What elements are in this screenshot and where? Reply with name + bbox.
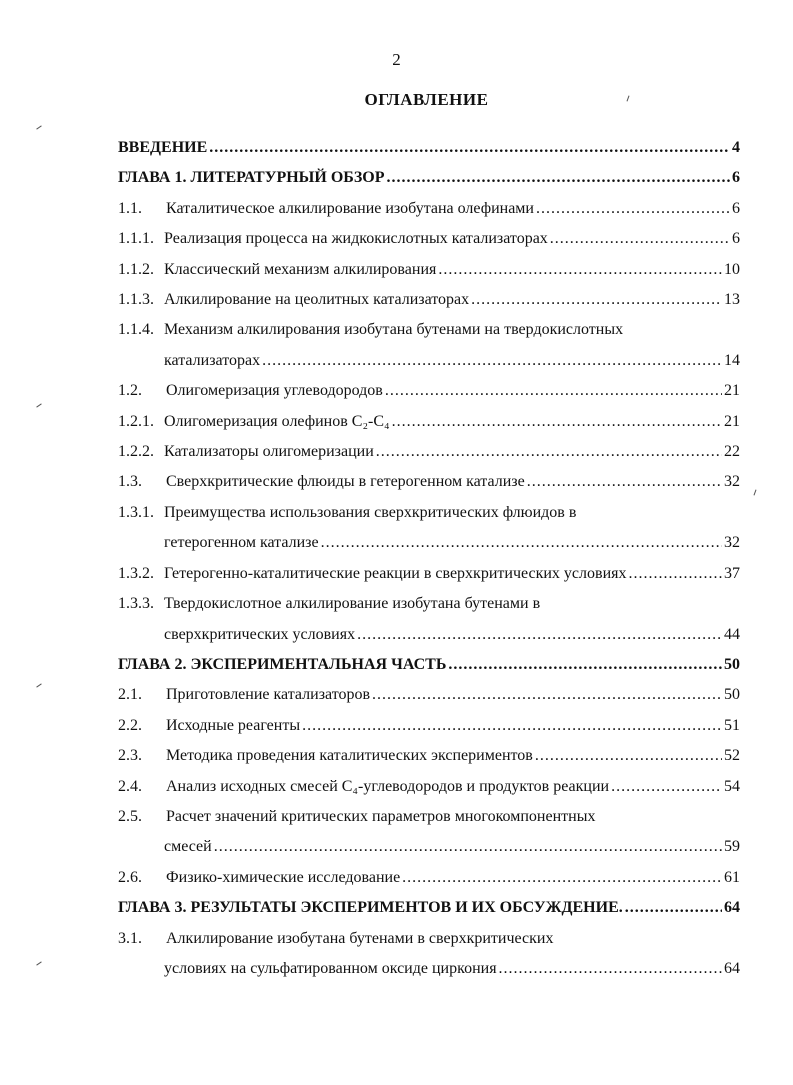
toc-entry-title: Расчет значений критических параметров многокомпонентных [166,807,596,825]
toc-entry-title: Гетерогенно-каталитические реакции в сверхкритических условиях [164,564,627,582]
toc-entry [118,224,740,254]
toc-entry-number: 1.3.1. [118,503,154,521]
toc-entry [118,467,740,497]
toc-entry-page: 51 [724,716,740,734]
toc-entry-title-continued: катализаторах [164,351,261,369]
toc-leader-dots [209,133,730,163]
toc-entry-title-continued: условиях на сульфатированном оксиде циркония [164,959,497,977]
toc-leader-dots [387,163,730,193]
toc-entry-number: 1.3. [118,473,142,491]
toc-entry-number: 3.1. [118,929,142,947]
toc-leader-dots [535,741,722,771]
toc-entry [118,437,740,467]
toc-entry [118,924,740,954]
toc-entry-page: 52 [724,747,740,765]
toc-entry-title: Твердокислотное алкилирование изобутана бутенами в [164,595,541,613]
toc-entry-number: 1.3.2. [118,564,154,582]
toc-leader-dots [628,559,722,589]
toc-entry-page: 50 [724,655,740,673]
toc-entry-number: 2.2. [118,716,142,734]
toc-leader-dots [214,832,722,862]
toc-leader-dots [321,528,722,558]
toc-entry [118,255,740,285]
toc-chapter-entry [118,650,740,680]
toc-leader-dots [625,893,722,923]
toc-entry-continuation [118,620,740,650]
toc-entry [118,589,740,619]
toc-leader-dots [302,711,722,741]
toc-chapter-entry [118,133,740,163]
toc-entry-number: 2.6. [118,868,142,886]
toc-leader-dots [499,954,722,984]
toc-entry-page: 59 [724,838,740,856]
toc-entry [118,741,740,771]
toc-leader-dots [471,285,722,315]
toc-entry-continuation [118,528,740,558]
toc-entry-number: 1.1.1. [118,230,154,248]
toc-entry-title: ГЛАВА 3. РЕЗУЛЬТАТЫ ЭКСПЕРИМЕНТОВ И ИХ ОБСУЖДЕНИЕ. [118,899,623,917]
toc-entry-page: 50 [724,686,740,704]
toc-entry-number: 1.1.3. [118,291,154,309]
toc-entry [118,194,740,224]
toc-leader-dots [448,650,722,680]
toc-leader-dots [385,376,722,406]
toc-entry-page: 14 [724,351,740,369]
toc-leader-dots [611,772,722,802]
toc-entry-page: 6 [732,230,740,248]
toc-leader-dots [392,407,722,437]
toc-entry-title-continued: гетерогенном катализе [164,534,319,552]
toc-entry-page: 10 [724,260,740,278]
toc-entry-title: Методика проведения каталитических экспериментов [166,747,533,765]
toc-leader-dots [402,863,722,893]
toc-entry-title: Механизм алкилирования изобутана бутенами на твердокислотных [164,321,624,339]
toc-entry [118,772,740,802]
toc-entry-page: 4 [732,139,740,156]
toc-entry-title: ГЛАВА 1. ЛИТЕРАТУРНЫЙ ОБЗОР [118,169,385,187]
toc-entry-title: Олигомеризация олефинов C₂-C₄ [164,412,390,430]
scan-mark [754,490,757,496]
toc-entry-page: 13 [724,291,740,309]
toc-entry-number: 1.2.2. [118,443,154,461]
toc-entry-title: Классический механизм алкилирования [164,260,437,278]
toc-entry-page: 6 [732,199,740,217]
toc-entry [118,559,740,589]
toc-entry-page: 64 [724,899,740,917]
toc-entry-title-continued: сверхкритических условиях [164,625,356,643]
toc-entry-number: 1.1. [118,199,142,217]
toc-entry [118,711,740,741]
toc-leader-dots [438,255,722,285]
toc-entry-page: 61 [724,868,740,886]
toc-leader-dots [357,620,722,650]
toc-entry-page: 32 [724,473,740,491]
toc-entry-page: 21 [724,382,740,400]
toc-chapter-entry [118,163,740,193]
toc-entry [118,376,740,406]
toc-entry-title: Катализаторы олигомеризации [164,443,374,461]
toc-entry-page: 64 [724,959,740,977]
toc-leader-dots [550,224,730,254]
toc-entry-title: Сверхкритические флюиды в гетерогенном катализе [166,473,525,491]
toc-entry [118,802,740,832]
toc-chapter-entry [118,893,740,923]
toc-entry-title: Исходные реагенты [166,716,301,734]
toc-entry-title: Преимущества использования сверхкритических флюидов в [164,503,577,521]
toc-leader-dots [527,467,722,497]
toc-entry-title: ГЛАВА 2. ЭКСПЕРИМЕНТАЛЬНАЯ ЧАСТЬ [118,655,447,673]
toc-entry [118,285,740,315]
toc-entry-title: Приготовление катализаторов [166,686,371,704]
scan-mark [36,683,41,687]
toc-entry [118,680,740,710]
toc-entry-title: Физико-химические исследование [166,868,401,886]
toc-entry [118,863,740,893]
scan-mark [36,125,41,129]
toc-entry-number: 2.4. [118,777,142,795]
toc-entry [118,407,740,437]
toc-entry-title-continued: смесей [164,838,212,856]
toc-entry-page: 44 [724,625,740,643]
toc-entry-title: Алкилирование на цеолитных катализаторах [164,291,470,309]
toc-entry-number: 2.1. [118,686,142,704]
toc-entry-number: 1.1.4. [118,321,154,339]
toc-entry-continuation [118,832,740,862]
toc-entry-page: 32 [724,534,740,552]
toc-entry-number: 1.3.3. [118,595,154,613]
toc-entry-page: 6 [732,169,740,187]
toc-entry-continuation [118,954,740,984]
toc-entry-title: ВВЕДЕНИЕ [118,139,208,156]
table-of-contents [118,133,740,984]
page-number: 2 [392,50,401,69]
toc-entry-page: 54 [724,777,740,795]
toc-entry-title: Каталитическое алкилирование изобутана олефинами [166,199,534,217]
toc-entry [118,315,740,345]
page-title: ОГЛАВЛЕНИЕ [364,90,489,109]
toc-entry-page: 37 [724,564,740,582]
toc-leader-dots [376,437,722,467]
toc-entry-number: 2.5. [118,807,142,825]
toc-entry-continuation [118,346,740,376]
toc-entry-number: 1.2.1. [118,412,154,430]
toc-entry-number: 2.3. [118,747,142,765]
toc-entry-page: 22 [724,443,740,461]
scan-mark [36,961,41,965]
toc-leader-dots [262,346,722,376]
scan-mark [36,403,41,407]
toc-entry [118,498,740,528]
toc-leader-dots [372,680,722,710]
toc-entry-number: 1.2. [118,382,142,400]
toc-entry-title: Реализация процесса на жидкокислотных катализаторах [164,230,548,248]
toc-entry-title: Олигомеризация углеводородов [166,382,383,400]
toc-entry-title: Алкилирование изобутана бутенами в сверхкритических [166,929,554,947]
toc-entry-number: 1.1.2. [118,260,154,278]
toc-entry-title: Анализ исходных смесей C₄-углеводородов и продуктов реакции [166,777,610,795]
toc-leader-dots [536,194,730,224]
toc-entry-page: 21 [724,412,740,430]
